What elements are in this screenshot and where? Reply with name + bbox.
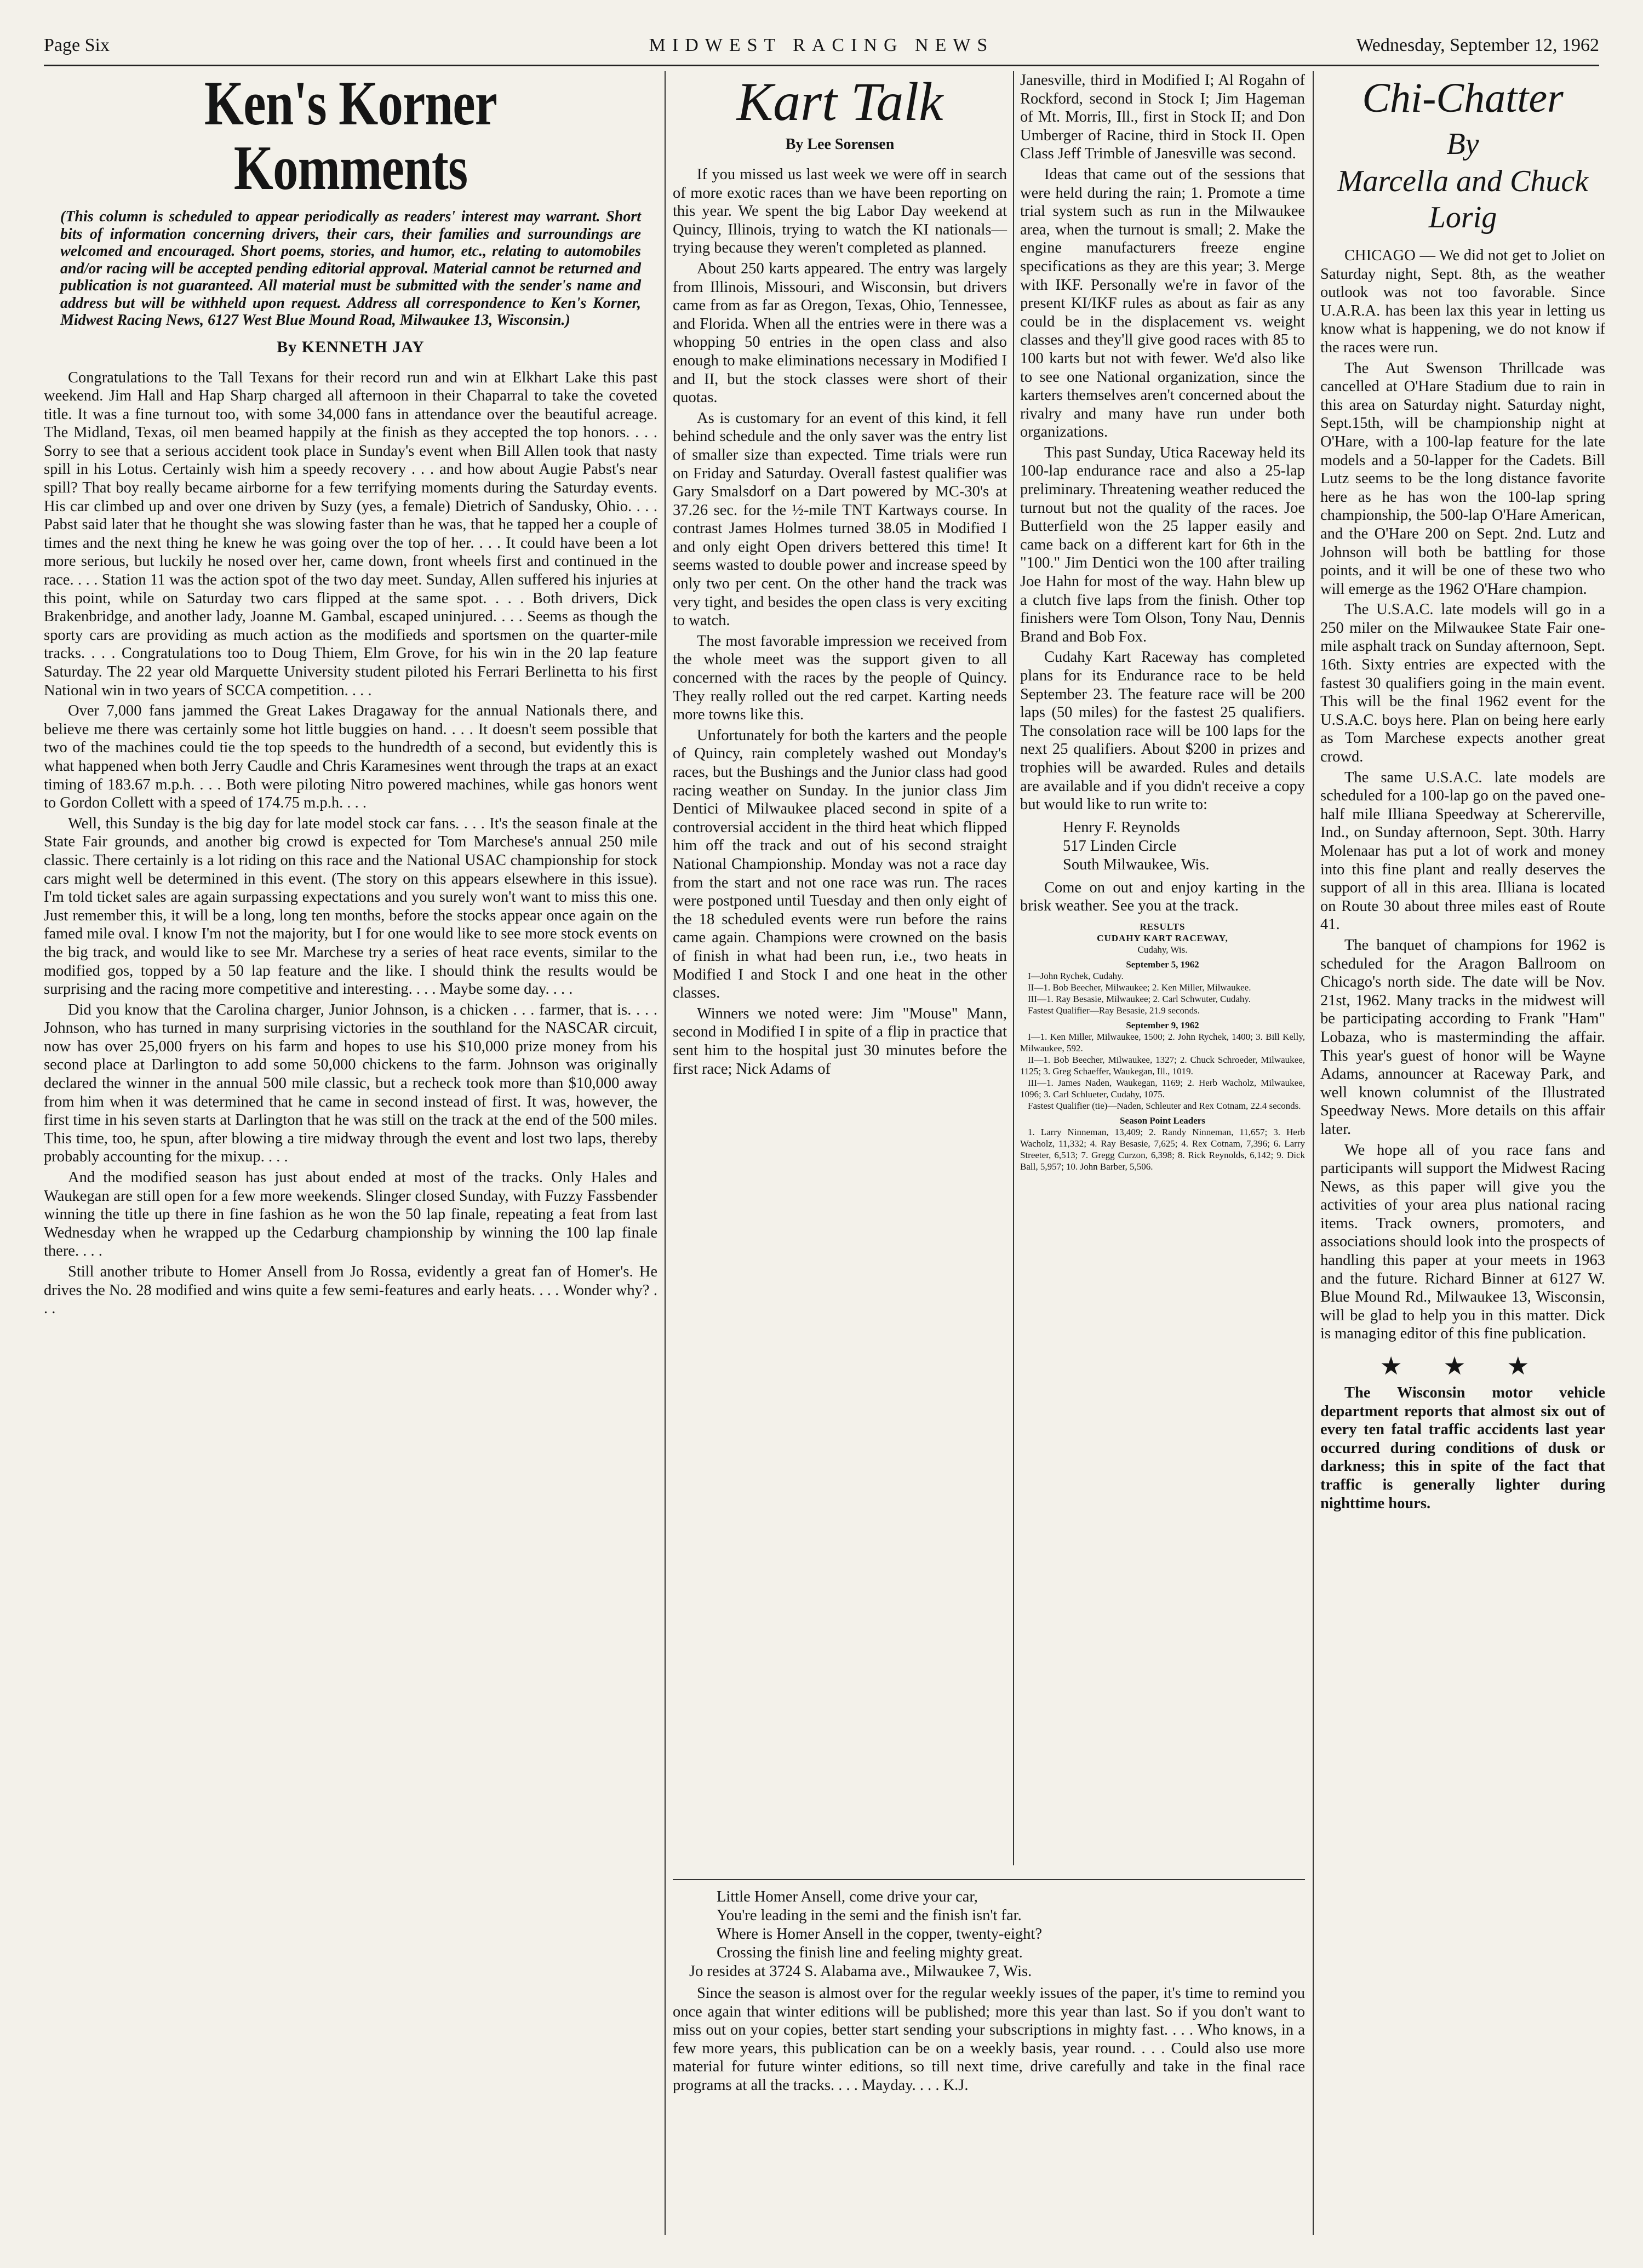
safety-note xyxy=(1320,1384,1605,1513)
paragraph: Did you know that the Carolina charger, Junior Johnson, is a chicken . . . farmer, that is. . . . Johnson, who has turned in many surprising victories in the southland for the NASCAR circuit, now has over 25,000 fryers on his farm and hopes to use his $10,000 prize money from his second place at Darlington to add some 50,000 chickens to the farm. Johnson was originally declared the winner in the annual 500 mile classic, but a recheck took more than $10,000 away from him when it was determined that he came in second instead of first. It was, however, the first time in his seven starts at Darlington that he was still on the track at the end of the 500 miles. This time, too, he spun, after blowing a tire midway through the event and lost two laps, thereby probably accounting for the mixup. . . . xyxy=(44,1001,657,1166)
paragraph: The most favorable impression we received from the whole meet was the support given to all concerned with the races by the people of Quincy. They really rolled out the red carpet. Karting needs more towns like this. xyxy=(673,632,1007,724)
poem xyxy=(689,1888,1305,1981)
kart-talk-column xyxy=(673,71,1007,1080)
chi-chatter-body xyxy=(1320,247,1605,1343)
results-heading: RESULTS xyxy=(1140,921,1186,932)
kens-korner-intro: (This column is scheduled to appear periodically as readers' interest may warrant. Short bits of information concerning drivers, their cars, their families and surroundings are welcomed and encouraged. Short poems, stories, and humor, etc., relating to automobiles and/or racing will be accepted pending editorial approval. Material cannot be returned and publication is not guaranteed. All material must be submitted with the sender's name and address but will be withheld upon request. Address all correspondence to Ken's Korner, Midwest Racing News, 6127 West Blue Mound Road, Milwaukee 13, Wisconsin.) xyxy=(60,208,641,329)
paragraph: Unfortunately for both the karters and the people of Quincy, rain completely washed out Monday's races, but the Bushings and the Junior class had good racing weather on Sunday. In the junior class Jim Dentici of Milwaukee placed second in spite of a controversial accident in the third heat which flipped him off the track and out of his second straight National Championship. Monday was not a race day from the start and not one race was run. The races were postponed until Tuesday and then only eight of the 18 scheduled events were run before the rains came again. Champions were crowned on the basis of finish in what had been run, i.e., two heats in Modified I and Stock I and one heat in the other classes. xyxy=(673,726,1007,1002)
kens-korner-title: Ken's Korner Komments xyxy=(204,68,497,203)
paragraph: Over 7,000 fans jammed the Great Lakes Dragaway for the annual Nationals there, and believe me there was certainly some hot little buggies on hand. . . . It doesn't seem possible that two of the machines could tie the top speeds to the hundredth of a second, but evidently this is what happened when both Jerry Caudle and Chris Karamesines went through the traps at an exact timing of 183.67 m.p.h. . . . Both were piloting Nitro powered machines, while gas honors went to Gordon Collett with a speed of 174.75 m.p.h. . . . xyxy=(44,702,657,812)
paragraph: The U.S.A.C. late models will go in a 250 miler on the Milwaukee State Fair one-mile asphalt track on Sunday afternoon, Sept. 16th. Sixty entries are expected with the fastest 30 qualifiers going in the main event. This will be the final 1962 event for the U.S.A.C. boys here. Plan on being here early as Tom Marchese expects another great crowd. xyxy=(1320,601,1605,766)
paragraph: The Aut Swenson Thrillcade was cancelled at O'Hare Stadium due to rain in this area on Saturday night. Saturday night, Sept.15th, will be championship night at O'Hare, with a 100-lap feature for the late models and a 50-lapper for the Cadets. Bill Lutz seems to be the long distance favorite here as he has won the 100-lap spring championship, the 500-lap O'Hare American, and the O'Hare 200 on Sept. 2nd. Lutz and Johnson will both be battling for those points, and it will be one of these two who will emerge as the 1962 O'Hare champion. xyxy=(1320,359,1605,598)
chi-chatter-column xyxy=(1320,71,1605,1515)
paragraph: About 250 karts appeared. The entry was largely from Illinois, Missouri, and Wisconsin, but drivers came from as far as Oregon, Texas, Ohio, Tennessee, and Florida. When all the entries were in there was a whopping 50 entries in the open class and also enough to make eliminations necessary in Modified I and II, but the stock classes were short of their quotas. xyxy=(673,260,1007,406)
chi-chatter-by: By xyxy=(1446,127,1479,161)
issue-date: Wednesday, September 12, 1962 xyxy=(1356,35,1599,55)
results-line: Fastest Qualifier (tie)—Naden, Schleuter and Rex Cotnam, 22.4 seconds. xyxy=(1028,1100,1301,1111)
paragraph: Since the season is almost over for the regular weekly issues of the paper, it's time to remind you once again that winter editions will be published; more this year than last. So if you don't want to miss out on your copies, better start sending your subscriptions in mighty fast. . . . Who knows, in a few more years, this publication can be on a weekly basis, year round. . . . Could also use more material for future winter editions, so till next time, drive carefully and take in the final race programs at all the tracks. . . . Mayday. . . . K.J. xyxy=(673,1985,1305,2094)
poem-line: Little Homer Ansell, come drive your car, xyxy=(717,1888,978,1905)
results-line: II—1. Bob Beecher, Milwaukee; 2. Ken Miller, Milwaukee. xyxy=(1028,982,1251,993)
points-leaders: 1. Larry Ninneman, 13,409; 2. Randy Ninneman, 11,657; 3. Herb Wacholz, 11,332; 4. Ray Besasie, 7,625; 4. Rex Cotnam, 7,396; 6. Larry Streeter, 6,513; 7. Gregg Curzon, 6,398; 8. Rick Reynolds, 6,142; 9. Dick Ball, 5,957; 10. John Barber, 5,506. xyxy=(1020,1126,1305,1172)
kens-korner-column xyxy=(44,68,657,1320)
kart-talk-body xyxy=(673,165,1007,1078)
results-line: I—John Rychek, Cudahy. xyxy=(1028,970,1124,981)
results-date: September 9, 1962 xyxy=(1126,1020,1199,1030)
paragraph: This past Sunday, Utica Raceway held its 100-lap endurance race and also a 25-lap preliminary. Threatening weather reduced the turnout but not the quality of the races. Joe Butterfield won the 25 lapper easily and came back on a different kart for 6th in the "100." Jim Dentici won the 100 after trailing Joe Hahn for most of the way. Hahn blew up a clutch five laps from the finish. Other top finishers were Tom Olson, Tony Nau, Dennis Brand and Bob Fox. xyxy=(1020,444,1305,645)
chi-chatter-authors: Marcella and Chuck Lorig xyxy=(1337,164,1589,234)
paragraph: The Wisconsin motor vehicle department reports that almost six out of every ten fatal traffic accidents last year occurred during conditions of dusk or darkness; this in spite of the fact that traffic is generally lighter during nighttime hours. xyxy=(1320,1384,1605,1512)
column-rule xyxy=(1313,71,1314,2235)
kart-talk-continued-column xyxy=(1020,71,1305,1172)
homer-ansell-box xyxy=(673,1879,1305,2097)
masthead-rule xyxy=(44,65,1599,66)
paragraph: Congratulations to the Tall Texans for their record run and win at Elkhart Lake this past weekend. Jim Hall and Hap Sharp charged all afternoon in their Chaparral to take the coveted title. It was a fine turnout too, with some 34,000 fans in attendance over the beautiful acreage. The Midland, Texas, oil men beamed happily at the finish as they accepted the top honors. . . . Sorry to see that a serious accident took place in Sunday's event when Bill Allen took that nasty spill in his Lotus. Certainly wish him a speedy recovery . . . and how about Augie Pabst's near spill? That boy really became airborne for a few terrifying moments during the Saturday events. His car climbed up and over one driven by Suzy (yes, a female) Dietrich of Sandusky, Ohio. . . . Pabst said later that he thought she was slowing faster than he was, that he tapped her a couple of times and the next thing he knew he was going over the top of her. . . . It could have been a lot more serious, but luckily he nosed over her, came down, front wheels first and continued in the race. . . . Station 11 was the action spot of the two day meet. Sunday, Allen suffered his injuries at this point, while on Saturday two cars flipped at the same spot. . . . Both drivers, Dick Brakenbridge, and another lady, Joanne M. Gambal, escaped uninjured. . . . Seems as though the sporty cars are providing as much action as the modifieds and sportsmen on the quarter-mile tracks. . . . Congratulations too to Doug Thiem, Elm Grove, for his win in the 20 lap feature Saturday. The 22 year old Marquette University student piloted his Ferrari Berlinetta to his first National win in two years of SCCA competition. . . . xyxy=(44,369,657,699)
kens-korner-byline: By KENNETH JAY xyxy=(277,337,425,356)
kart-talk-closing xyxy=(1020,879,1305,915)
page-number: Page Six xyxy=(44,35,110,55)
paragraph: We hope all of you race fans and participants will support the Midwest Racing News, as this paper will give you the activities of your area plus national racing items. Track owners, promoters, and associations should look into the prospects of handling this paper at your meets in 1963 and the future. Richard Binner at 6127 W. Blue Mound Rd., Milwaukee 13, Wisconsin, will be glad to help you in this matter. Dick is managing editor of this fine publication. xyxy=(1320,1141,1605,1343)
kart-talk-continued-body xyxy=(1020,71,1305,814)
closing-note xyxy=(673,1984,1305,2095)
paragraph: The banquet of champions for 1962 is scheduled for the Aragon Ballroom on Chicago's north side. The date will be Nov. 21st, 1962. Many tracks in the midwest will be participating according to Frank "Ham" Lobaza, who is masterminding the affair. This year's guest of honor will be Wayne Adams, announcer at Raceway Park, and well known columnist of the Illustrated Speedway News. More details on this affair later. xyxy=(1320,936,1605,1138)
paragraph: Well, this Sunday is the big day for late model stock car fans. . . . It's the season finale at the State Fair grounds, and another big crowd is expected for Tom Marchese's annual 250 mile classic. There certainly is a lot riding on this race and the National USAC championship for stock cars might well be determined in this event. (The story on this appears elsewhere in this issue). I'm told ticket sales are again surpassing expectations and you surely won't want to miss this one. Just remember this, it will be a long, long ten months, before the stocks appear once again on the famed mile oval. I know I'm not the majority, but I for one would like to see more stock events on the big track, and would like to see Mr. Marchese try a series of heat race events, similar to the modified gos, topped by a 50 lap feature and the like. I should think the results would be surprising and the racing more competitive and interesting. . . . Maybe some day. . . . xyxy=(44,815,657,998)
points-heading: Season Point Leaders xyxy=(1120,1115,1205,1126)
poem-line: You're leading in the semi and the finish isn't far. xyxy=(717,1907,1022,1924)
paragraph: As is customary for an event of this kind, it fell behind schedule and the only saver was the entry list of smaller size than expected. Time trials were run on Friday and Saturday. Overall fastest qualifier was Gary Smalsdorf on a Dart powered by MC-30's at 37.26 sec. for the ½-mile TNT Kartways course. In contrast James Holmes turned 38.05 in Modified I and only eight Open drivers bettered this time! It seems wasted to double power and increase speed by only two per cent. On the other hand the track was very tight, and besides the open class is very exciting to watch. xyxy=(673,409,1007,629)
address-line: Henry F. Reynolds xyxy=(1063,818,1180,836)
kart-talk-byline: By Lee Sorensen xyxy=(785,136,895,153)
paragraph: Ideas that came out of the sessions that were held during the rain; 1. Promote a time trial system such as run in the Milwaukee area, when the turnout is small; 2. Make the engine manufacturers freeze engine specifications as they are this year; 3. Merge with IKF. Personally we're in favor of the present KI/IKF rules as about as fair as any could be in the displacement vs. weight classes and they'll give good races with 85 to 100 karts but not with fewer. We'd also like to see one National organization, since the karters themselves aren't concerned about the rivalry and many have run under both organizations. xyxy=(1020,165,1305,441)
results-location: Cudahy, Wis. xyxy=(1137,944,1188,955)
paragraph: Janesville, third in Modified I; Al Rogahn of Rockford, second in Stock I; Jim Hageman of Mt. Morris, Ill., first in Stock II; and Don Umberger of Racine, third in Stock II. Open Class Jeff Trimble of Janesville was second. xyxy=(1020,72,1305,163)
masthead xyxy=(44,28,1599,61)
results-track: CUDAHY KART RACEWAY, xyxy=(1097,932,1228,943)
poem-line: Where is Homer Ansell in the copper, twenty-eight? xyxy=(717,1926,1043,1943)
poem-line: Crossing the finish line and feeling mighty great. xyxy=(717,1944,1023,1961)
paragraph: And the modified season has just about ended at most of the tracks. Only Hales and Waukegan are still open for a few more weekends. Slinger closed Sunday, with Fuzzy Fassbender winning the title up there in fine fashion as he won the 50 lap finale, repeating a feat from last Wednesday when he wrapped up the Cedarburg championship by winning the 100 lap finale there. . . . xyxy=(44,1169,657,1260)
poem-signature: Jo resides at 3724 S. Alabama ave., Milwaukee 7, Wis. xyxy=(689,1963,1032,1980)
results-line: III—1. James Naden, Waukegan, 1169; 2. Herb Wacholz, Milwaukee, 1096; 3. Carl Schlueter, Cudahy, 1075. xyxy=(1020,1077,1305,1099)
mailing-address xyxy=(1063,818,1305,874)
paragraph: The same U.S.A.C. late models are scheduled for a 100-lap go on the paved one-half mile Illiana Speedway at Schererville, Ind., on Sunday afternoon, Sept. 30th. Harry Molenaar has put a lot of work and money into this fine plant and really deserves the support of all in this area. Illiana is located on Route 30 about three miles east of Route 41. xyxy=(1320,769,1605,933)
column-rule xyxy=(665,71,666,2235)
kens-korner-body xyxy=(44,369,657,1318)
address-line: South Milwaukee, Wis. xyxy=(1063,856,1210,873)
paper-name: MIDWEST RACING NEWS xyxy=(649,35,994,55)
paragraph: Cudahy Kart Raceway has completed plans for its Endurance race to be held September 23. The feature race will be 200 laps (50 miles) for the fastest 25 qualifiers. The consolation race will be 100 laps for the next 25 qualifiers. About $200 in prizes and trophies will be awarded. Rules and details are available and if you didn't receive a copy but would like to run write to: xyxy=(1020,649,1305,814)
results-line: Fastest Qualifier—Ray Besasie, 21.9 seconds. xyxy=(1028,1005,1200,1016)
paragraph: If you missed us last week we were off in search of more exotic races than we have been reporting on this year. We spent the big Labor Day weekend at Quincy, Illinois, trying to watch the KI nationals—trying because they weren't completed as planned. xyxy=(673,166,1007,257)
results-line: III—1. Ray Besasie, Milwaukee; 2. Carl Schwuter, Cudahy. xyxy=(1028,993,1251,1004)
paragraph: Still another tribute to Homer Ansell from Jo Rossa, evidently a great fan of Homer's. He drives the No. 28 modified and wins quite a few semi-features and early heats. . . . Wonder why? . . . xyxy=(44,1263,657,1318)
race-results xyxy=(1020,921,1305,1172)
star-separator: ★ ★ ★ xyxy=(1379,1351,1546,1381)
paragraph: CHICAGO — We did not get to Joliet on Saturday night, Sept. 8th, as the weather outlook was not too favorable. Since U.A.R.A. has been lax this year in letting us know what is happening, we do not know if the races were run. xyxy=(1320,247,1605,356)
results-date: September 5, 1962 xyxy=(1126,959,1199,970)
kart-talk-title: Kart Talk xyxy=(736,71,943,132)
chi-chatter-title: Chi-Chatter xyxy=(1362,75,1564,121)
address-line: 517 Linden Circle xyxy=(1063,837,1177,855)
column-rule xyxy=(1013,71,1014,1865)
paragraph: Winners we noted were: Jim "Mouse" Mann, second in Modified I in spite of a flip in practice that sent him to the hospital just 30 minutes before the first race; Nick Adams of xyxy=(673,1005,1007,1078)
paragraph: Come on out and enjoy karting in the brisk weather. See you at the track. xyxy=(1020,879,1305,915)
results-line: I—1. Ken Miller, Milwaukee, 1500; 2. John Rychek, 1400; 3. Bill Kelly, Milwaukee, 592. xyxy=(1020,1031,1305,1053)
results-line: II—1. Bob Beecher, Milwaukee, 1327; 2. Chuck Schroeder, Milwaukee, 1125; 3. Greg Schaeffer, Waukegan, Ill., 1019. xyxy=(1020,1054,1305,1076)
